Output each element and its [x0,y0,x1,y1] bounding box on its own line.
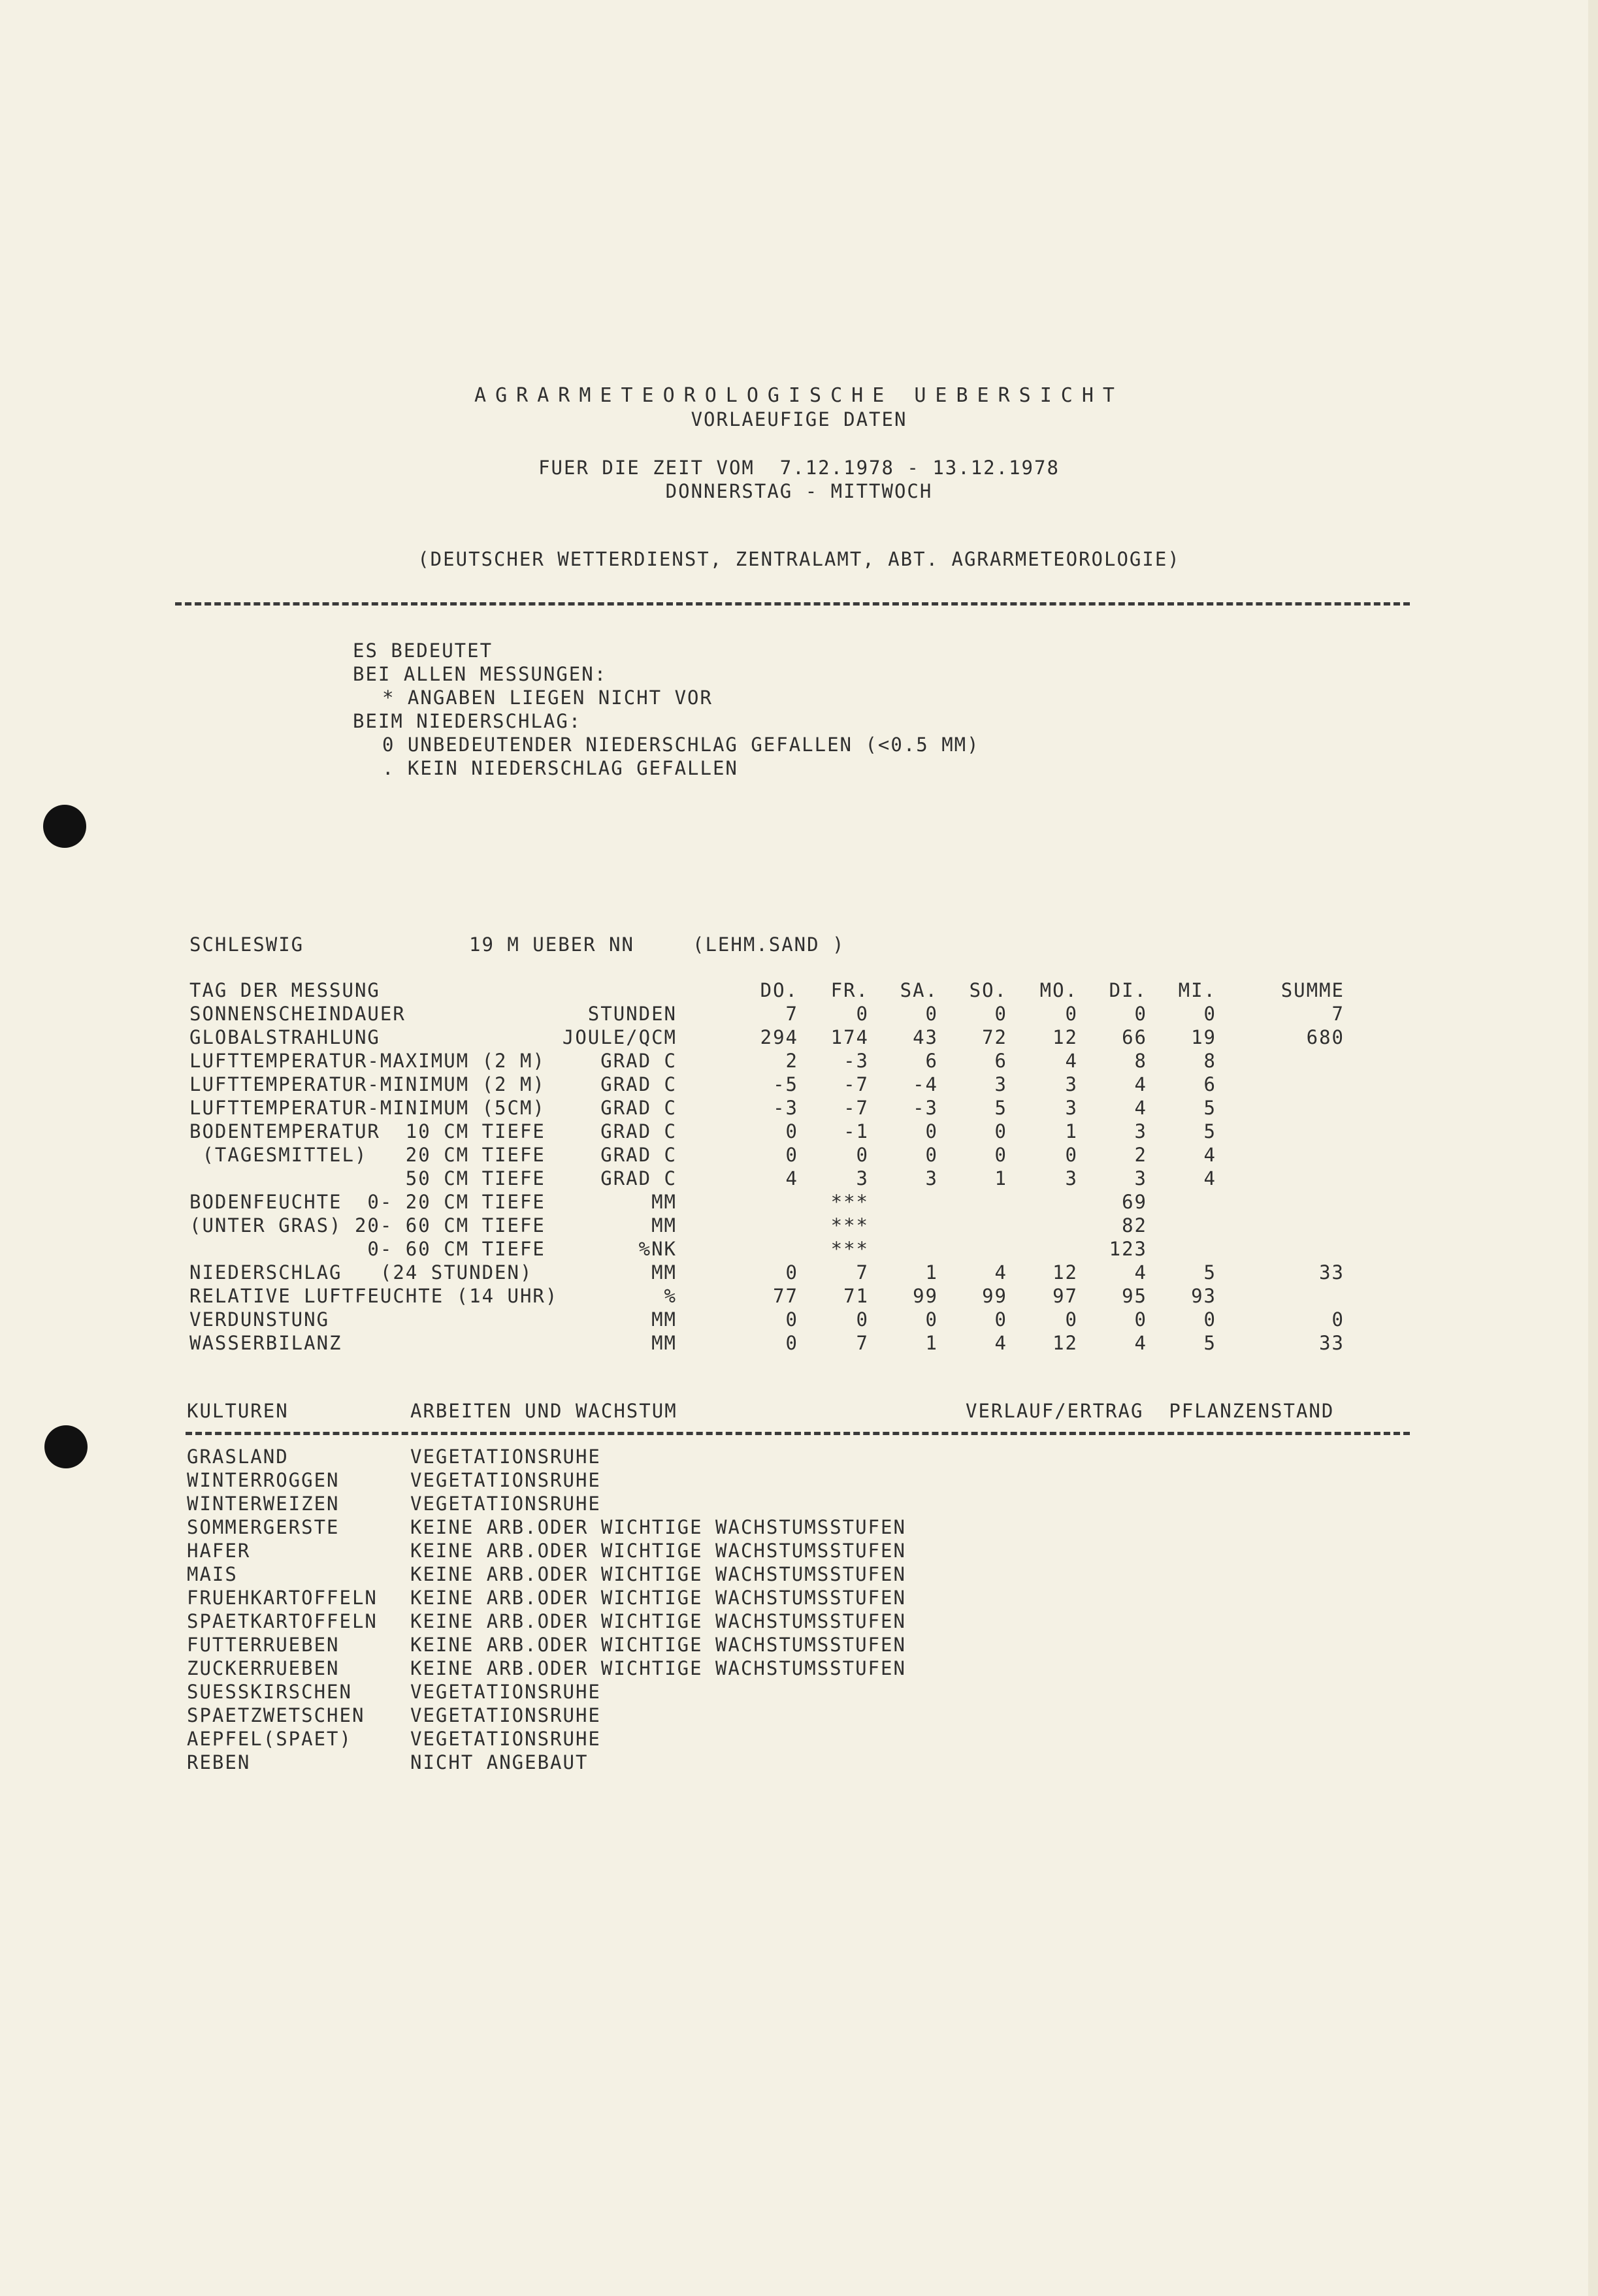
table-cell: 5 [1203,1332,1216,1354]
crop-name: GRASLAND [187,1446,289,1468]
column-header-2: SA. [900,979,938,1001]
row-sum: 33 [1319,1332,1345,1354]
row-label: BODENTEMPERATUR 10 CM TIEFE [189,1120,546,1142]
table-cell: 0 [1065,1003,1078,1025]
crops-header-culture: KULTUREN [187,1400,289,1422]
report-days: DONNERSTAG - MITTWOCH [665,480,933,502]
station-soil: (LEHM.SAND ) [693,933,845,956]
row-sum: 33 [1319,1261,1345,1284]
table-cell: -5 [773,1073,798,1095]
crops-divider [186,1432,1410,1435]
table-cell: 0 [925,1144,938,1166]
table-cell: 4 [1134,1261,1147,1284]
table-cell: 0 [856,1003,869,1025]
table-cell: 6 [994,1050,1007,1072]
table-cell: 5 [1203,1120,1216,1142]
table-cell: 3 [925,1167,938,1189]
row-label: GLOBALSTRAHLUNG [189,1026,380,1048]
table-cell: 3 [1134,1120,1147,1142]
row-unit: MM [651,1191,677,1213]
crop-status: KEINE ARB.ODER WICHTIGE WACHSTUMSSTUFEN [410,1563,906,1585]
table-cell: 72 [982,1026,1007,1048]
table-cell: 174 [830,1026,869,1048]
table-cell: 0 [785,1144,798,1166]
row-label: WASSERBILANZ [189,1332,342,1354]
crop-status: KEINE ARB.ODER WICHTIGE WACHSTUMSSTUFEN [410,1516,906,1538]
column-header-3: SO. [969,979,1007,1001]
station-elevation: 19 M UEBER NN [469,933,634,956]
table-cell: 71 [843,1285,869,1307]
header-divider [175,602,1410,606]
table-cell: 6 [1203,1073,1216,1095]
row-unit: MM [651,1332,677,1354]
table-cell: 95 [1122,1285,1147,1307]
table-cell: 0 [925,1003,938,1025]
row-label: NIEDERSCHLAG (24 STUNDEN) [189,1261,533,1284]
table-cell: -7 [843,1073,869,1095]
table-cell: 4 [1203,1167,1216,1189]
crop-name: SUESSKIRSCHEN [187,1681,352,1703]
table-cell: -1 [843,1120,869,1142]
legend-star: * ANGABEN LIEGEN NICHT VOR [382,687,713,709]
table-label-header: TAG DER MESSUNG [189,979,380,1001]
table-cell: 2 [785,1050,798,1072]
table-cell: 99 [982,1285,1007,1307]
row-sum: 680 [1306,1026,1345,1048]
row-unit: % [664,1285,677,1307]
table-cell: 0 [925,1120,938,1142]
row-sum: 7 [1331,1003,1345,1025]
table-cell: 66 [1122,1026,1147,1048]
crop-name: SPAETKARTOFFELN [187,1610,378,1632]
table-cell: *** [830,1214,869,1237]
table-cell: 0 [785,1332,798,1354]
punch-hole-top [43,805,86,848]
table-cell: 4 [994,1261,1007,1284]
punch-hole-bottom [44,1425,88,1468]
table-cell: 12 [1052,1261,1078,1284]
column-header-0: DO. [760,979,798,1001]
crops-header-course: VERLAUF/ERTRAG PFLANZENSTAND [966,1400,1335,1422]
crops-header-work: ARBEITEN UND WACHSTUM [410,1400,677,1422]
table-cell: 8 [1203,1050,1216,1072]
crop-name: SOMMERGERSTE [187,1516,340,1538]
crop-status: KEINE ARB.ODER WICHTIGE WACHSTUMSSTUFEN [410,1657,906,1679]
table-cell: 2 [1134,1144,1147,1166]
table-cell: -3 [913,1097,938,1119]
report-subtitle: VORLAEUFIGE DATEN [691,408,907,430]
crop-status: VEGETATIONSRUHE [410,1728,601,1750]
table-cell: *** [830,1238,869,1260]
crop-status: VEGETATIONSRUHE [410,1493,601,1515]
crop-name: HAFER [187,1540,251,1562]
crop-status: KEINE ARB.ODER WICHTIGE WACHSTUMSSTUFEN [410,1634,906,1656]
table-cell: 3 [1065,1167,1078,1189]
row-unit: STUNDEN [587,1003,677,1025]
table-cell: 1 [925,1332,938,1354]
row-unit: GRAD C [600,1050,677,1072]
crop-name: WINTERWEIZEN [187,1493,340,1515]
row-unit: MM [651,1261,677,1284]
table-cell: -3 [843,1050,869,1072]
column-header-5: DI. [1109,979,1147,1001]
row-label: (TAGESMITTEL) 20 CM TIEFE [189,1144,546,1166]
table-cell: 0 [785,1120,798,1142]
table-cell: 1 [925,1261,938,1284]
table-cell: 4 [994,1332,1007,1354]
crop-name: FUTTERRUEBEN [187,1634,340,1656]
row-label: (UNTER GRAS) 20- 60 CM TIEFE [189,1214,546,1237]
table-cell: *** [830,1191,869,1213]
table-cell: -4 [913,1073,938,1095]
report-agency: (DEUTSCHER WETTERDIENST, ZENTRALAMT, ABT. AGRARMETEOROLOGIE) [417,548,1181,570]
table-cell: 0 [1065,1308,1078,1331]
table-cell: 0 [785,1308,798,1331]
table-cell: 4 [1203,1144,1216,1166]
row-unit: %NK [638,1238,677,1260]
table-cell: 0 [1134,1308,1147,1331]
row-label: 50 CM TIEFE [189,1167,546,1189]
crop-status: VEGETATIONSRUHE [410,1469,601,1491]
row-unit: GRAD C [600,1073,677,1095]
table-cell: 4 [1134,1073,1147,1095]
table-cell: 0 [925,1308,938,1331]
legend-heading: ES BEDEUTET [353,639,493,662]
crop-name: MAIS [187,1563,238,1585]
row-label: LUFTTEMPERATUR-MINIMUM (5CM) [189,1097,546,1119]
table-cell: 0 [785,1261,798,1284]
table-cell: 123 [1109,1238,1147,1260]
table-cell: 3 [856,1167,869,1189]
table-cell: 7 [856,1332,869,1354]
crop-name: AEPFEL(SPAET) [187,1728,352,1750]
row-unit: JOULE/QCM [562,1026,677,1048]
table-cell: 99 [913,1285,938,1307]
table-cell: 0 [994,1308,1007,1331]
legend-zero: 0 UNBEDEUTENDER NIEDERSCHLAG GEFALLEN (<0.5 MM) [382,734,980,756]
table-cell: 77 [773,1285,798,1307]
crop-status: VEGETATIONSRUHE [410,1681,601,1703]
row-label: LUFTTEMPERATUR-MAXIMUM (2 M) [189,1050,546,1072]
table-cell: 0 [856,1144,869,1166]
row-label: BODENFEUCHTE 0- 20 CM TIEFE [189,1191,546,1213]
table-cell: 12 [1052,1026,1078,1048]
table-cell: 0 [1065,1144,1078,1166]
crop-status: NICHT ANGEBAUT [410,1751,589,1773]
table-cell: 0 [1203,1003,1216,1025]
row-label: 0- 60 CM TIEFE [189,1238,546,1260]
crop-status: KEINE ARB.ODER WICHTIGE WACHSTUMSSTUFEN [410,1540,906,1562]
crop-name: SPAETZWETSCHEN [187,1704,365,1726]
table-cell: 8 [1134,1050,1147,1072]
row-sum: 0 [1331,1308,1345,1331]
row-label: VERDUNSTUNG [189,1308,330,1331]
table-cell: 3 [1134,1167,1147,1189]
row-unit: GRAD C [600,1144,677,1166]
table-cell: 12 [1052,1332,1078,1354]
crop-status: VEGETATIONSRUHE [410,1704,601,1726]
table-cell: 294 [760,1026,798,1048]
table-cell: 3 [1065,1073,1078,1095]
table-cell: -3 [773,1097,798,1119]
report-period: FUER DIE ZEIT VOM 7.12.1978 - 13.12.1978 [538,457,1060,479]
table-cell: 1 [994,1167,1007,1189]
legend-dot: . KEIN NIEDERSCHLAG GEFALLEN [382,757,738,779]
table-cell: 7 [856,1261,869,1284]
crop-status: VEGETATIONSRUHE [410,1446,601,1468]
table-cell: 4 [1065,1050,1078,1072]
crop-status: KEINE ARB.ODER WICHTIGE WACHSTUMSSTUFEN [410,1587,906,1609]
crop-name: FRUEHKARTOFFELN [187,1587,378,1609]
crop-name: REBEN [187,1751,251,1773]
sum-header: SUMME [1280,979,1345,1001]
legend-all-label: BEI ALLEN MESSUNGEN: [353,663,608,685]
crop-name: WINTERROGGEN [187,1469,340,1491]
column-header-6: MI. [1178,979,1216,1001]
row-label: SONNENSCHEINDAUER [189,1003,406,1025]
crop-name: ZUCKERRUEBEN [187,1657,340,1679]
table-cell: 0 [856,1308,869,1331]
table-cell: 3 [994,1073,1007,1095]
legend-precip-label: BEIM NIEDERSCHLAG: [353,710,582,732]
report-title: AGRARMETEOROLOGISCHE UEBERSICHT [474,384,1124,407]
table-cell: -7 [843,1097,869,1119]
table-cell: 43 [913,1026,938,1048]
table-cell: 4 [785,1167,798,1189]
table-cell: 93 [1191,1285,1216,1307]
table-cell: 69 [1122,1191,1147,1213]
table-cell: 1 [1065,1120,1078,1142]
table-cell: 6 [925,1050,938,1072]
column-header-1: FR. [830,979,869,1001]
table-cell: 0 [1134,1003,1147,1025]
station-name: SCHLESWIG [189,933,304,956]
table-cell: 4 [1134,1097,1147,1119]
table-cell: 5 [1203,1261,1216,1284]
row-unit: MM [651,1214,677,1237]
row-unit: GRAD C [600,1120,677,1142]
row-unit: GRAD C [600,1167,677,1189]
table-cell: 5 [1203,1097,1216,1119]
table-cell: 0 [994,1120,1007,1142]
column-header-4: MO. [1039,979,1078,1001]
table-cell: 0 [1203,1308,1216,1331]
row-label: RELATIVE LUFTFEUCHTE (14 UHR) [189,1285,559,1307]
table-cell: 3 [1065,1097,1078,1119]
row-unit: GRAD C [600,1097,677,1119]
table-cell: 0 [994,1003,1007,1025]
table-cell: 97 [1052,1285,1078,1307]
table-cell: 82 [1122,1214,1147,1237]
paper-edge [1588,0,1598,2296]
table-cell: 19 [1191,1026,1216,1048]
crop-status: KEINE ARB.ODER WICHTIGE WACHSTUMSSTUFEN [410,1610,906,1632]
row-unit: MM [651,1308,677,1331]
table-cell: 5 [994,1097,1007,1119]
row-label: LUFTTEMPERATUR-MINIMUM (2 M) [189,1073,546,1095]
table-cell: 0 [994,1144,1007,1166]
table-cell: 7 [785,1003,798,1025]
table-cell: 4 [1134,1332,1147,1354]
